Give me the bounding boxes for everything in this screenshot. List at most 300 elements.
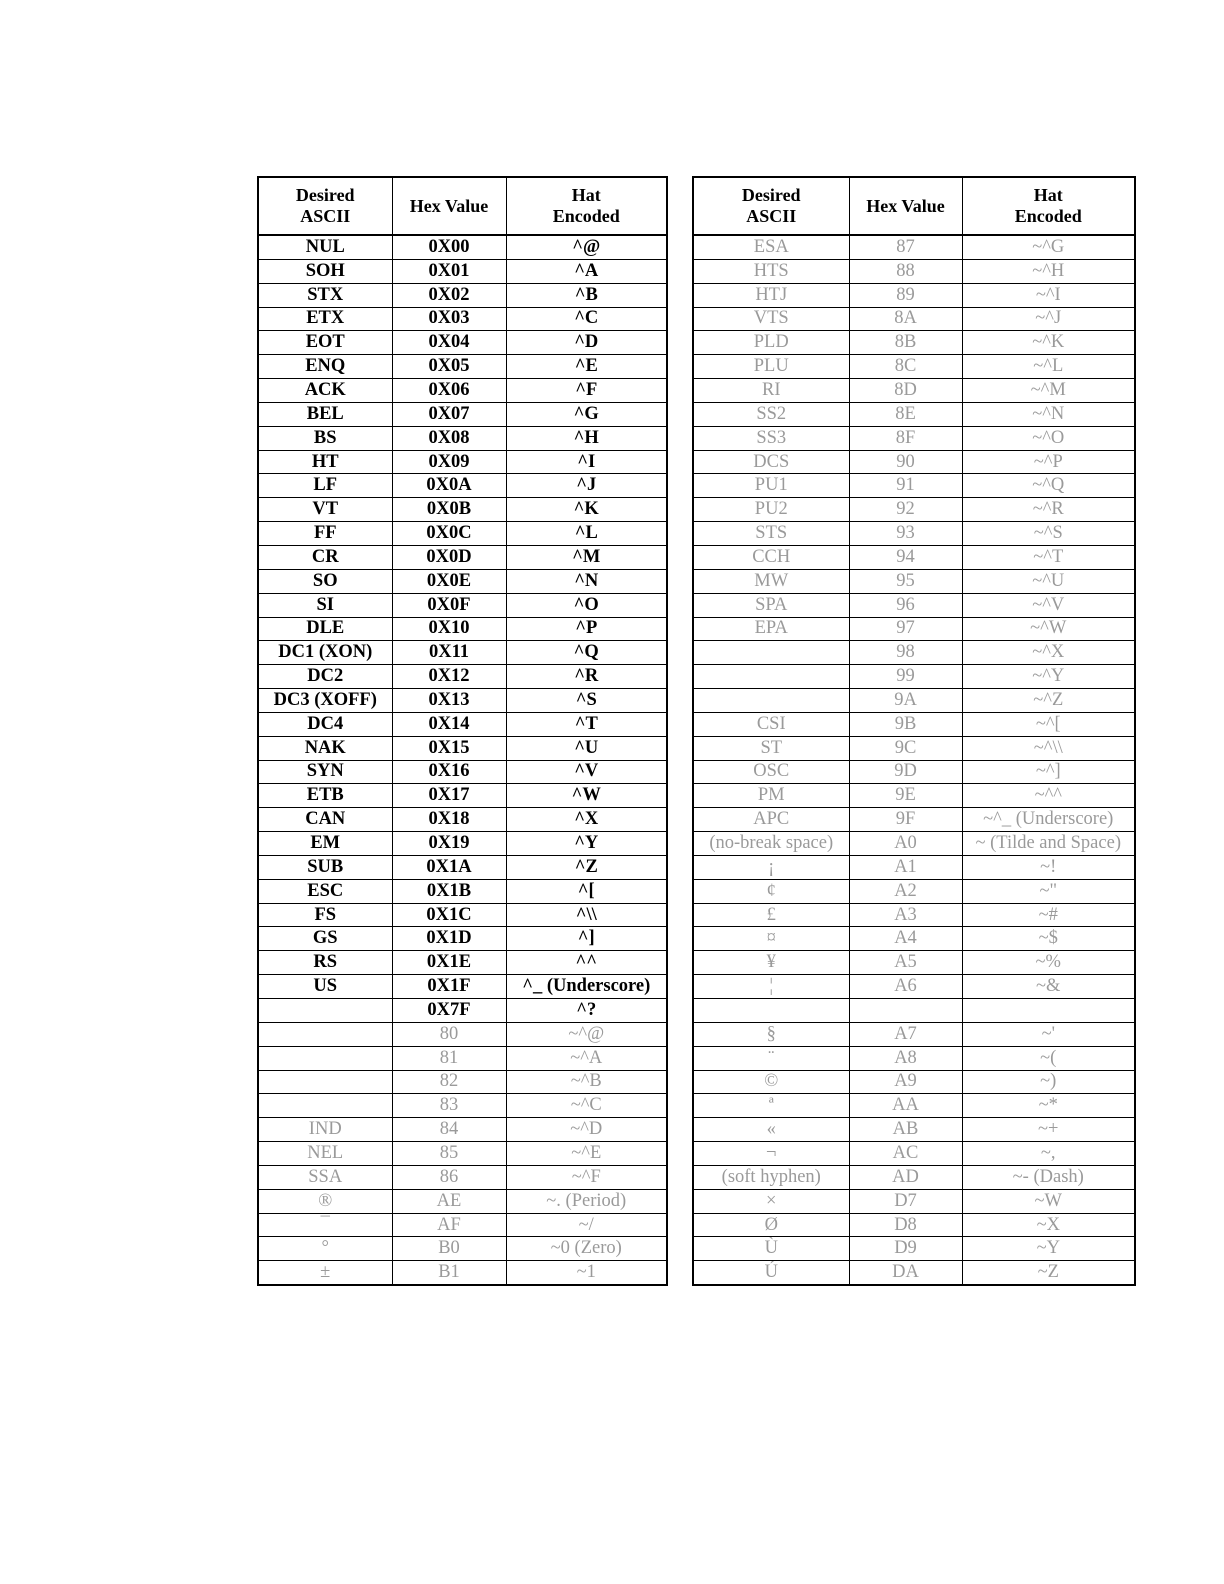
cell-desired-ascii: EPA: [693, 617, 849, 641]
cell-hex-value: 99: [849, 665, 962, 689]
header-row: [258, 177, 667, 235]
cell-hex-value: 8A: [849, 307, 962, 331]
cell-desired-ascii: DC4: [258, 712, 392, 736]
cell-hex-value: 0X1B: [392, 879, 506, 903]
cell-hat-encoded: ~^X: [962, 641, 1135, 665]
cell-desired-ascii: CAN: [258, 808, 392, 832]
cell-desired-ascii: NUL: [258, 235, 392, 259]
table-row: [693, 307, 1135, 331]
cell-hex-value: 0X18: [392, 808, 506, 832]
cell-hat-encoded: ^H: [506, 426, 667, 450]
cell-hex-value: 0X1A: [392, 855, 506, 879]
table-row: [693, 927, 1135, 951]
cell-hex-value: AA: [849, 1094, 962, 1118]
table-row: [693, 1213, 1135, 1237]
cell-hex-value: 8C: [849, 355, 962, 379]
cell-desired-ascii: OSC: [693, 760, 849, 784]
table-row: [258, 474, 667, 498]
cell-desired-ascii: ¨: [693, 1046, 849, 1070]
table-row: [693, 426, 1135, 450]
cell-desired-ascii: PM: [693, 784, 849, 808]
table-row: [258, 1261, 667, 1285]
cell-desired-ascii: US: [258, 975, 392, 999]
cell-desired-ascii: IND: [258, 1118, 392, 1142]
cell-hat-encoded: ~ (Tilde and Space): [962, 832, 1135, 856]
cell-hat-encoded: ~^J: [962, 307, 1135, 331]
table-row: [693, 498, 1135, 522]
cell-hat-encoded: ~^G: [962, 235, 1135, 259]
table-row: [258, 975, 667, 999]
cell-desired-ascii: DC1 (XON): [258, 641, 392, 665]
cell-hat-encoded: ~#: [962, 903, 1135, 927]
table-row: [258, 951, 667, 975]
cell-desired-ascii: Ù: [693, 1237, 849, 1261]
cell-hat-encoded: ~,: [962, 1142, 1135, 1166]
cell-desired-ascii: ¯: [258, 1213, 392, 1237]
cell-hat-encoded: ~^I: [962, 283, 1135, 307]
header-hex-value: Hex Value: [849, 177, 962, 235]
cell-hex-value: 8F: [849, 426, 962, 450]
cell-hex-value: B0: [392, 1237, 506, 1261]
cell-hat-encoded: ~^D: [506, 1118, 667, 1142]
cell-desired-ascii: [258, 1046, 392, 1070]
cell-hat-encoded: ^Z: [506, 855, 667, 879]
cell-desired-ascii: [258, 1070, 392, 1094]
table-row: [258, 426, 667, 450]
cell-desired-ascii: RS: [258, 951, 392, 975]
cell-hex-value: A4: [849, 927, 962, 951]
table-row: [693, 1261, 1135, 1285]
table-row: [258, 879, 667, 903]
table-row: [258, 903, 667, 927]
table-row: [693, 712, 1135, 736]
table-row: [258, 808, 667, 832]
cell-desired-ascii: DC3 (XOFF): [258, 689, 392, 713]
table-row: [693, 689, 1135, 713]
table-row: [258, 641, 667, 665]
table-row: [693, 450, 1135, 474]
table-row: [693, 617, 1135, 641]
cell-hex-value: D7: [849, 1189, 962, 1213]
cell-hex-value: A5: [849, 951, 962, 975]
cell-hat-encoded: ~^P: [962, 450, 1135, 474]
cell-hat-encoded: [962, 999, 1135, 1023]
table-row: [258, 927, 667, 951]
cell-hat-encoded: ^L: [506, 522, 667, 546]
cell-desired-ascii: CCH: [693, 545, 849, 569]
cell-hat-encoded: ~%: [962, 951, 1135, 975]
cell-hat-encoded: ~- (Dash): [962, 1165, 1135, 1189]
cell-hat-encoded: ^T: [506, 712, 667, 736]
table-row: [258, 1189, 667, 1213]
cell-desired-ascii: PU2: [693, 498, 849, 522]
cell-hat-encoded: ~^T: [962, 545, 1135, 569]
cell-hat-encoded: ~^E: [506, 1142, 667, 1166]
table-row: [693, 641, 1135, 665]
cell-hat-encoded: ^\\: [506, 903, 667, 927]
table-row: [258, 760, 667, 784]
ascii-table-left: [257, 176, 668, 1286]
cell-desired-ascii: SOH: [258, 259, 392, 283]
table-row: [693, 569, 1135, 593]
cell-hex-value: 0X14: [392, 712, 506, 736]
cell-desired-ascii: ETB: [258, 784, 392, 808]
cell-hex-value: [849, 999, 962, 1023]
table-row: [258, 379, 667, 403]
table-row: [258, 331, 667, 355]
cell-desired-ascii: ETX: [258, 307, 392, 331]
cell-desired-ascii: PLD: [693, 331, 849, 355]
cell-hat-encoded: ~^Y: [962, 665, 1135, 689]
cell-desired-ascii: ESC: [258, 879, 392, 903]
cell-desired-ascii: ENQ: [258, 355, 392, 379]
cell-desired-ascii: [693, 999, 849, 1023]
cell-desired-ascii: DC2: [258, 665, 392, 689]
cell-hat-encoded: ^U: [506, 736, 667, 760]
table-row: [258, 1142, 667, 1166]
cell-desired-ascii: ¡: [693, 855, 849, 879]
cell-hex-value: 8D: [849, 379, 962, 403]
table-row: [693, 808, 1135, 832]
table-row: [258, 1094, 667, 1118]
cell-desired-ascii: HTJ: [693, 283, 849, 307]
cell-desired-ascii: ACK: [258, 379, 392, 403]
cell-hat-encoded: ^B: [506, 283, 667, 307]
cell-hat-encoded: ^O: [506, 593, 667, 617]
cell-desired-ascii: VT: [258, 498, 392, 522]
cell-hex-value: A7: [849, 1022, 962, 1046]
cell-hex-value: 87: [849, 235, 962, 259]
cell-hex-value: 0X0E: [392, 569, 506, 593]
table-row: [258, 1118, 667, 1142]
cell-hex-value: 0X09: [392, 450, 506, 474]
cell-desired-ascii: ¥: [693, 951, 849, 975]
cell-desired-ascii: ¢: [693, 879, 849, 903]
cell-hat-encoded: ^]: [506, 927, 667, 951]
cell-desired-ascii: LF: [258, 474, 392, 498]
table-row: [258, 545, 667, 569]
cell-hat-encoded: ^D: [506, 331, 667, 355]
cell-desired-ascii: STX: [258, 283, 392, 307]
cell-desired-ascii: NEL: [258, 1142, 392, 1166]
cell-hex-value: 0X03: [392, 307, 506, 331]
cell-desired-ascii: ª: [693, 1094, 849, 1118]
cell-desired-ascii: §: [693, 1022, 849, 1046]
cell-hex-value: 9B: [849, 712, 962, 736]
cell-hex-value: 95: [849, 569, 962, 593]
header-hat-encoded: Hat Encoded: [506, 177, 667, 235]
cell-desired-ascii: (no-break space): [693, 832, 849, 856]
cell-hex-value: 86: [392, 1165, 506, 1189]
cell-desired-ascii: ST: [693, 736, 849, 760]
cell-hat-encoded: ^A: [506, 259, 667, 283]
header-desired-ascii: Desired ASCII: [258, 177, 392, 235]
cell-hat-encoded: ^Y: [506, 832, 667, 856]
header-row: [693, 177, 1135, 235]
table-row: [693, 235, 1135, 259]
cell-hex-value: 91: [849, 474, 962, 498]
table-row: [258, 283, 667, 307]
cell-hat-encoded: ^S: [506, 689, 667, 713]
cell-hat-encoded: ~^A: [506, 1046, 667, 1070]
cell-hex-value: 82: [392, 1070, 506, 1094]
cell-hat-encoded: ~^L: [962, 355, 1135, 379]
cell-hex-value: 93: [849, 522, 962, 546]
table-row: [693, 999, 1135, 1023]
cell-hex-value: 0X08: [392, 426, 506, 450]
cell-hat-encoded: ~^N: [962, 402, 1135, 426]
cell-hat-encoded: ^@: [506, 235, 667, 259]
table-row: [693, 760, 1135, 784]
table-row: [693, 331, 1135, 355]
table-row: [258, 355, 667, 379]
cell-hat-encoded: ^?: [506, 999, 667, 1023]
cell-desired-ascii: NAK: [258, 736, 392, 760]
cell-hat-encoded: ~!: [962, 855, 1135, 879]
cell-hex-value: 97: [849, 617, 962, 641]
cell-desired-ascii: SUB: [258, 855, 392, 879]
table-row: [693, 474, 1135, 498]
cell-hex-value: A1: [849, 855, 962, 879]
cell-hat-encoded: ~^[: [962, 712, 1135, 736]
cell-hex-value: 90: [849, 450, 962, 474]
cell-desired-ascii: BS: [258, 426, 392, 450]
cell-hex-value: 0X15: [392, 736, 506, 760]
table-row: [693, 855, 1135, 879]
cell-hex-value: 0X0B: [392, 498, 506, 522]
table-row: [258, 307, 667, 331]
cell-desired-ascii: [258, 1022, 392, 1046]
table-row: [693, 1070, 1135, 1094]
table-row: [693, 402, 1135, 426]
cell-hat-encoded: ~+: [962, 1118, 1135, 1142]
cell-hex-value: A3: [849, 903, 962, 927]
cell-hat-encoded: ~^B: [506, 1070, 667, 1094]
cell-hat-encoded: ~0 (Zero): [506, 1237, 667, 1261]
cell-desired-ascii: SYN: [258, 760, 392, 784]
table-row: [693, 355, 1135, 379]
cell-hex-value: AF: [392, 1213, 506, 1237]
cell-hex-value: A6: [849, 975, 962, 999]
cell-hat-encoded: ~X: [962, 1213, 1135, 1237]
cell-hex-value: A2: [849, 879, 962, 903]
table-row: [693, 1189, 1135, 1213]
table-row: [693, 593, 1135, 617]
cell-hex-value: 0X02: [392, 283, 506, 307]
table-row: [258, 569, 667, 593]
cell-hat-encoded: ~": [962, 879, 1135, 903]
cell-desired-ascii: CR: [258, 545, 392, 569]
cell-hex-value: 0X0F: [392, 593, 506, 617]
table-row: [258, 1046, 667, 1070]
cell-hat-encoded: ~1: [506, 1261, 667, 1285]
cell-hex-value: 8E: [849, 402, 962, 426]
cell-hex-value: 0X13: [392, 689, 506, 713]
cell-hex-value: 9C: [849, 736, 962, 760]
cell-hex-value: 9E: [849, 784, 962, 808]
cell-hat-encoded: ^M: [506, 545, 667, 569]
table-row: [258, 1165, 667, 1189]
cell-hat-encoded: ^_ (Underscore): [506, 975, 667, 999]
cell-hex-value: B1: [392, 1261, 506, 1285]
cell-hat-encoded: ~^C: [506, 1094, 667, 1118]
cell-hat-encoded: ~Z: [962, 1261, 1135, 1285]
cell-hex-value: D8: [849, 1213, 962, 1237]
table-row: [258, 712, 667, 736]
cell-desired-ascii: CSI: [693, 712, 849, 736]
header-desired-ascii: Desired ASCII: [693, 177, 849, 235]
cell-hat-encoded: ~^V: [962, 593, 1135, 617]
table-row: [258, 736, 667, 760]
cell-hat-encoded: ^I: [506, 450, 667, 474]
table-row: [693, 832, 1135, 856]
table-row: [258, 498, 667, 522]
table-row: [258, 784, 667, 808]
cell-hat-encoded: ^V: [506, 760, 667, 784]
cell-hat-encoded: ~): [962, 1070, 1135, 1094]
cell-hex-value: A9: [849, 1070, 962, 1094]
cell-desired-ascii: HTS: [693, 259, 849, 283]
cell-desired-ascii: RI: [693, 379, 849, 403]
cell-hat-encoded: ~^S: [962, 522, 1135, 546]
table-row: [693, 879, 1135, 903]
cell-desired-ascii: EM: [258, 832, 392, 856]
cell-desired-ascii: [693, 665, 849, 689]
cell-hex-value: 0X17: [392, 784, 506, 808]
cell-desired-ascii: ±: [258, 1261, 392, 1285]
cell-hex-value: 0X00: [392, 235, 506, 259]
cell-hat-encoded: ~^Q: [962, 474, 1135, 498]
table-row: [258, 593, 667, 617]
cell-hex-value: A8: [849, 1046, 962, 1070]
cell-hex-value: 0X1D: [392, 927, 506, 951]
cell-hat-encoded: ~^^: [962, 784, 1135, 808]
cell-hex-value: 81: [392, 1046, 506, 1070]
cell-hat-encoded: ~^Z: [962, 689, 1135, 713]
cell-hat-encoded: ~^O: [962, 426, 1135, 450]
cell-desired-ascii: ©: [693, 1070, 849, 1094]
cell-desired-ascii: £: [693, 903, 849, 927]
table-row: [258, 832, 667, 856]
table-row: [693, 1142, 1135, 1166]
table-row: [693, 545, 1135, 569]
cell-hex-value: 0X19: [392, 832, 506, 856]
table-row: [258, 402, 667, 426]
cell-hat-encoded: ^R: [506, 665, 667, 689]
table-row: [693, 1118, 1135, 1142]
cell-desired-ascii: HT: [258, 450, 392, 474]
cell-hex-value: A0: [849, 832, 962, 856]
cell-desired-ascii: ®: [258, 1189, 392, 1213]
cell-hex-value: 0X01: [392, 259, 506, 283]
cell-hex-value: 0X16: [392, 760, 506, 784]
cell-hat-encoded: ^C: [506, 307, 667, 331]
cell-hex-value: 0X12: [392, 665, 506, 689]
cell-hat-encoded: ^E: [506, 355, 667, 379]
cell-desired-ascii: [693, 689, 849, 713]
cell-hat-encoded: ~^H: [962, 259, 1135, 283]
table-row: [258, 689, 667, 713]
table-row: [693, 283, 1135, 307]
cell-hat-encoded: ~^M: [962, 379, 1135, 403]
table-row: [693, 951, 1135, 975]
header-hex-value: Hex Value: [392, 177, 506, 235]
cell-hex-value: 0X0C: [392, 522, 506, 546]
cell-hex-value: 0X1C: [392, 903, 506, 927]
table-row: [258, 522, 667, 546]
cell-desired-ascii: SO: [258, 569, 392, 593]
cell-hat-encoded: ^N: [506, 569, 667, 593]
cell-hat-encoded: ^G: [506, 402, 667, 426]
cell-hex-value: 0X05: [392, 355, 506, 379]
table-row: [258, 999, 667, 1023]
cell-hat-encoded: ^^: [506, 951, 667, 975]
cell-desired-ascii: APC: [693, 808, 849, 832]
cell-hex-value: DA: [849, 1261, 962, 1285]
cell-hex-value: 0X1F: [392, 975, 506, 999]
table-row: [693, 975, 1135, 999]
cell-desired-ascii: GS: [258, 927, 392, 951]
cell-hex-value: 83: [392, 1094, 506, 1118]
cell-hex-value: 92: [849, 498, 962, 522]
cell-hat-encoded: ^P: [506, 617, 667, 641]
cell-hat-encoded: ^K: [506, 498, 667, 522]
cell-hex-value: 88: [849, 259, 962, 283]
cell-hex-value: 9F: [849, 808, 962, 832]
cell-desired-ascii: °: [258, 1237, 392, 1261]
table-row: [693, 1094, 1135, 1118]
table-row: [258, 1213, 667, 1237]
cell-hex-value: 89: [849, 283, 962, 307]
cell-hat-encoded: ^F: [506, 379, 667, 403]
cell-desired-ascii: [258, 999, 392, 1023]
cell-desired-ascii: (soft hyphen): [693, 1165, 849, 1189]
cell-hat-encoded: ^W: [506, 784, 667, 808]
cell-desired-ascii: [693, 641, 849, 665]
cell-desired-ascii: SS2: [693, 402, 849, 426]
cell-hex-value: 0X7F: [392, 999, 506, 1023]
cell-hex-value: 8B: [849, 331, 962, 355]
table-row: [258, 235, 667, 259]
cell-hat-encoded: ~W: [962, 1189, 1135, 1213]
table-row: [693, 1165, 1135, 1189]
cell-hex-value: AE: [392, 1189, 506, 1213]
cell-hex-value: 0X10: [392, 617, 506, 641]
header-hat-encoded: Hat Encoded: [962, 177, 1135, 235]
table-row: [693, 1046, 1135, 1070]
cell-desired-ascii: EOT: [258, 331, 392, 355]
cell-hat-encoded: ^[: [506, 879, 667, 903]
cell-desired-ascii: Ø: [693, 1213, 849, 1237]
cell-hex-value: 84: [392, 1118, 506, 1142]
table-row: [693, 784, 1135, 808]
table-row: [693, 522, 1135, 546]
table-row: [693, 379, 1135, 403]
table-row: [693, 1237, 1135, 1261]
cell-hex-value: AC: [849, 1142, 962, 1166]
cell-desired-ascii: VTS: [693, 307, 849, 331]
cell-hat-encoded: ~$: [962, 927, 1135, 951]
cell-hex-value: 0X1E: [392, 951, 506, 975]
cell-hat-encoded: ~^F: [506, 1165, 667, 1189]
table-row: [258, 617, 667, 641]
cell-desired-ascii: DLE: [258, 617, 392, 641]
cell-desired-ascii: ×: [693, 1189, 849, 1213]
cell-desired-ascii: SI: [258, 593, 392, 617]
cell-hat-encoded: ~/: [506, 1213, 667, 1237]
cell-hex-value: AD: [849, 1165, 962, 1189]
cell-hat-encoded: ~^K: [962, 331, 1135, 355]
